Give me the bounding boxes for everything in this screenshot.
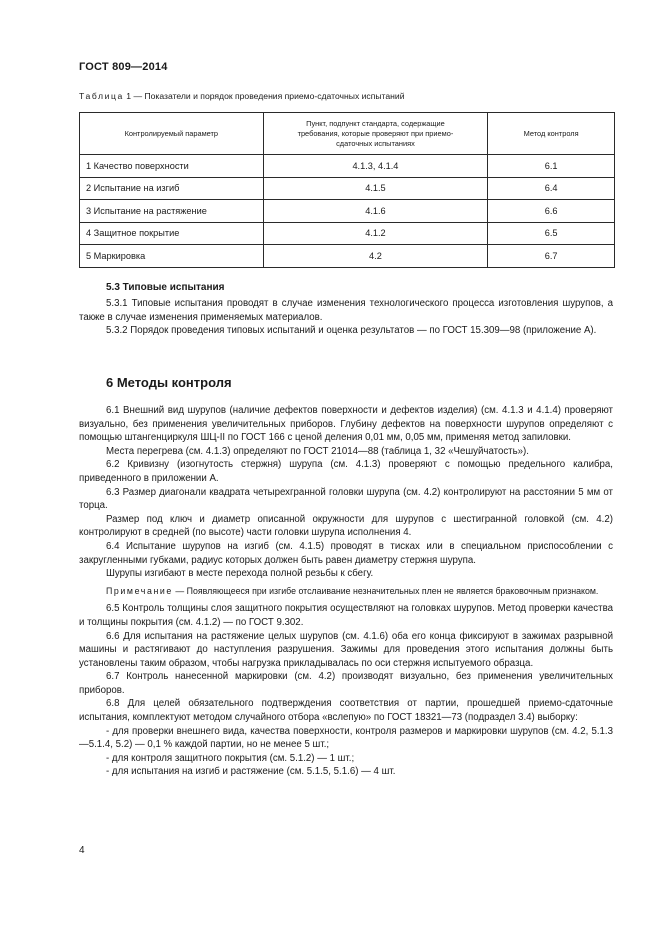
- cell-clause: 4.1.6: [263, 200, 488, 223]
- cell-parameter: 1 Качество поверхности: [80, 155, 264, 178]
- document-code: ГОСТ 809—2014: [79, 61, 168, 73]
- cell-parameter: 4 Защитное покрытие: [80, 222, 264, 245]
- table-caption-label: Таблица: [79, 91, 124, 101]
- cell-method: 6.4: [488, 177, 615, 200]
- cell-clause: 4.1.2: [263, 222, 488, 245]
- cell-method: 6.7: [488, 245, 615, 268]
- section-title-6: 6 Методы контроля: [106, 375, 232, 390]
- paragraph-6-6: 6.6 Для испытания на растяжение целых шурупов (см. 4.1.6) оба его конца фиксируют в зажимах разрывной машины и растягивают до наступления разрушения. Зажимы для проведения этого испытания должны быть установлены таким образом, чтобы нагрузка прикладывалась по оси стержня испытуемого образца.: [79, 630, 613, 669]
- acceptance-tests-table: [79, 112, 615, 268]
- table-row: [80, 200, 615, 223]
- cell-parameter: 3 Испытание на растяжение: [80, 200, 264, 223]
- paragraph-6-1-b: Места перегрева (см. 4.1.3) определяют по ГОСТ 21014—88 (таблица 1, 32 «Чешуйчатость»).: [106, 445, 529, 457]
- paragraph-6-4-b: Шурупы изгибают в месте перехода полной резьбы к сбегу.: [106, 568, 374, 580]
- cell-clause: 4.2: [263, 245, 488, 268]
- note-label: Примечание: [106, 585, 173, 596]
- paragraph-6-3-b: Размер под ключ и диаметр описанной окружности для шурупов с шестигранной головкой (см. 4.2) контролируют в средней (по высоте) части головки шурупа исполнения 4.: [79, 513, 613, 539]
- section-6-body: [79, 404, 613, 779]
- note: [79, 585, 613, 599]
- page-number: 4: [79, 845, 85, 856]
- cell-clause: 4.1.3, 4.1.4: [263, 155, 488, 178]
- list-item: - для проверки внешнего вида, качества поверхности, контроля размеров и маркировки шурупов (см. 4.2, 5.1.3—5.1.4, 5.2) — 0,1 % каждой партии, но не менее 5 шт.;: [79, 725, 613, 751]
- cell-method: 6.5: [488, 222, 615, 245]
- table-caption: [79, 91, 405, 101]
- cell-parameter: 2 Испытание на изгиб: [80, 177, 264, 200]
- table-header-row: [80, 113, 615, 155]
- table-row: [80, 155, 615, 178]
- header-clause: Пункт, подпункт стандарта, содержащие требования, которые проверяют при приемо-сдаточных испытаниях: [263, 113, 488, 155]
- cell-method: 6.6: [488, 200, 615, 223]
- table-row: [80, 177, 615, 200]
- subsection-title-5-3: 5.3 Типовые испытания: [106, 282, 225, 293]
- cell-parameter: 5 Маркировка: [80, 245, 264, 268]
- header-parameter: Контролируемый параметр: [80, 113, 264, 155]
- paragraph-5-3-2: 5.3.2 Порядок проведения типовых испытаний и оценка результатов — по ГОСТ 15.309—98 (приложение А).: [106, 325, 597, 337]
- note-text: — Появляющееся при изгибе отслаивание незначительных плен не является браковочным признаком.: [175, 585, 599, 596]
- paragraph-6-8: 6.8 Для целей обязательного подтверждения соответствия от партии, прошедшей приемо-сдаточные испытания, комплектуют методом случайного отбора «вслепую» по ГОСТ 18321—73 (подраздел 3.4) выборку:: [79, 698, 613, 724]
- table-caption-text: 1 — Показатели и порядок проведения приемо-сдаточных испытаний: [126, 91, 405, 101]
- paragraph-6-1: 6.1 Внешний вид шурупов (наличие дефектов поверхности и дефектов изделия) (см. 4.1.3 и 4.1.4) проверяют визуально, без применения увеличительных приборов. Глубину дефектов на поверхности шурупов определяют с помощью штангенциркуля ШЦ-II по ГОСТ 166 с ценой деления 0,01 мм, 0,05 мм, применяя метод запиловки.: [79, 405, 613, 444]
- paragraph-6-4: 6.4 Испытание шурупов на изгиб (см. 4.1.5) проводят в тисках или в специальном приспособлении с закругленными губками, радиус которых должен быть равен диаметру стержня шурупа.: [79, 540, 613, 566]
- cell-clause: 4.1.5: [263, 177, 488, 200]
- table-row: [80, 222, 615, 245]
- paragraph-6-7: 6.7 Контроль нанесенной маркировки (см. 4.2) производят визуально, без применения увеличительных приборов.: [79, 671, 613, 696]
- list-item: - для контроля защитного покрытия (см. 5.1.2) — 1 шт.;: [106, 752, 355, 764]
- paragraph-5-3-1: 5.3.1 Типовые испытания проводят в случае изменения технологического процесса изготовления шурупов, а также в случае изменения применяемых материалов.: [79, 298, 613, 323]
- paragraph-6-5: 6.5 Контроль толщины слоя защитного покрытия осуществляют на головках шурупов. Метод проверки качества и толщины покрытия (см. 4.1.2) — по ГОСТ 9.302.: [79, 603, 613, 628]
- section-5-3-body: [79, 297, 613, 338]
- paragraph-6-3: 6.3 Размер диагонали квадрата четырехгранной головки шурупа (см. 4.2) контролируют на расстоянии 5 мм от торца.: [79, 486, 613, 512]
- header-method: Метод контроля: [488, 113, 615, 155]
- list-item: - для испытания на изгиб и растяжение (см. 5.1.5, 5.1.6) — 4 шт.: [106, 766, 396, 778]
- cell-method: 6.1: [488, 155, 615, 178]
- table-row: [80, 245, 615, 268]
- paragraph-6-2: 6.2 Кривизну (изогнутость стержня) шурупа (см. 4.1.3) проверяют с помощью предельного калибра, приведенного в приложении А.: [79, 459, 613, 484]
